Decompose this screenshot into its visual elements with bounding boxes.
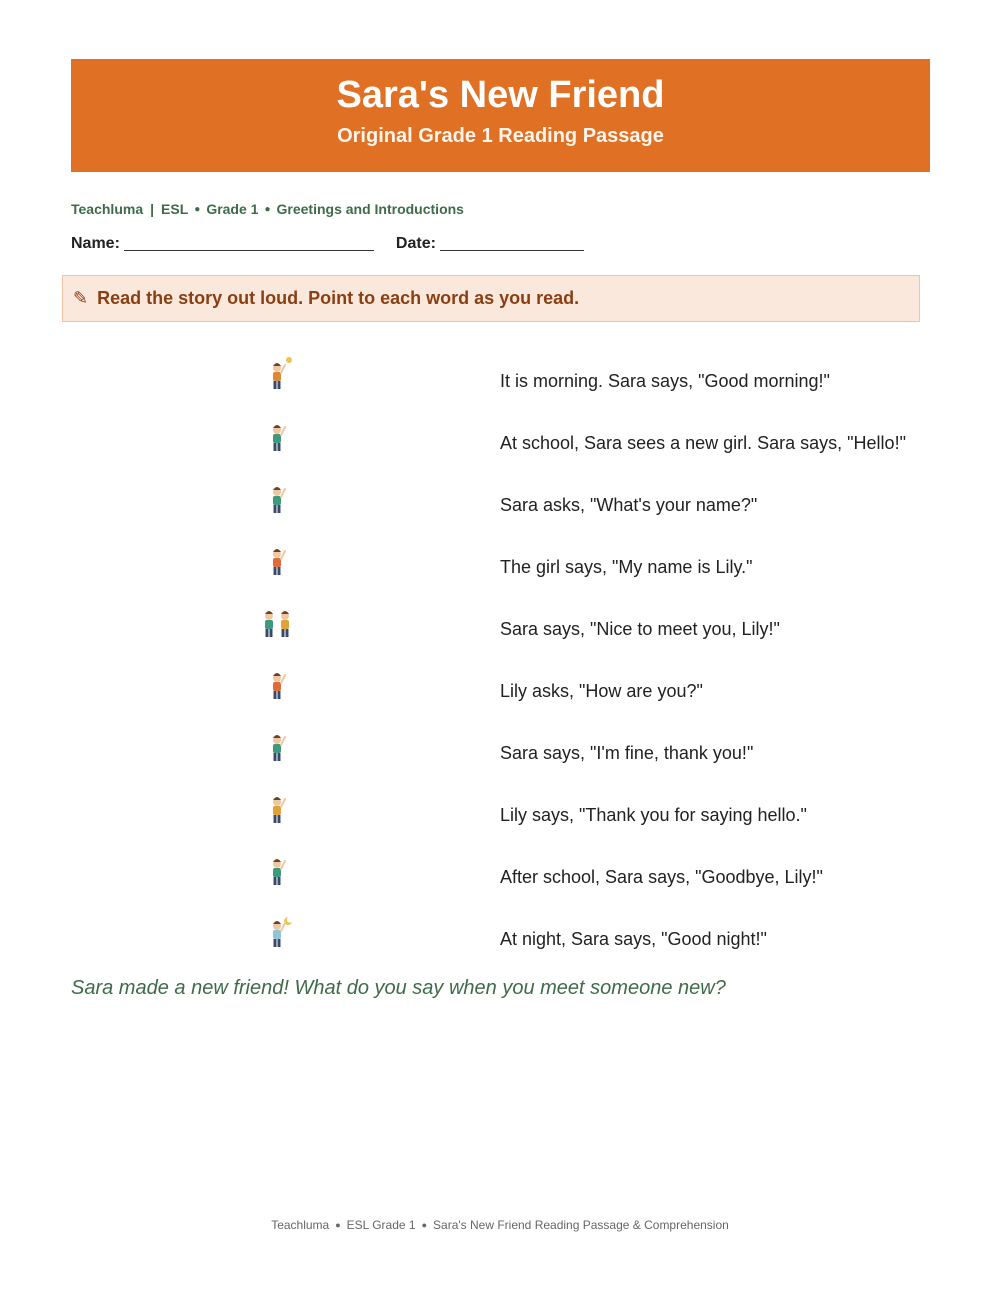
pencil-icon: ✎ — [73, 288, 89, 308]
page-footer — [0, 1218, 1000, 1232]
bullet-dot-icon: ● — [421, 1220, 428, 1230]
child-waving-goodbye-icon — [258, 852, 298, 892]
story-sentence: Sara says, "I'm fine, thank you!" — [500, 743, 754, 763]
footer-doc: Sara's New Friend Reading Passage & Comprehension — [433, 1218, 729, 1232]
story-sentence: Lily says, "Thank you for saying hello." — [500, 805, 807, 825]
meta-line — [71, 201, 464, 217]
instruction-box — [62, 275, 920, 322]
page-title: Sara's New Friend — [336, 74, 665, 116]
story-sentence: At school, Sara sees a new girl. Sara says, "Hello!" — [500, 433, 906, 453]
story-sentence: At night, Sara says, "Good night!" — [500, 929, 767, 949]
story-sentence: The girl says, "My name is Lily." — [500, 557, 753, 577]
story-line — [0, 914, 1000, 964]
story-sentence: Sara asks, "What's your name?" — [500, 495, 758, 515]
child-asking-icon — [258, 480, 298, 520]
bullet-dot-icon: ● — [335, 1220, 341, 1230]
story-line — [0, 542, 1000, 592]
child-waving-icon — [258, 418, 298, 458]
instruction-text: Read the story out loud. Point to each word as you read. — [97, 288, 580, 308]
footer-course: ESL Grade 1 — [346, 1218, 416, 1232]
story-line — [0, 604, 1000, 654]
story-line — [0, 852, 1000, 902]
name-field[interactable] — [124, 234, 374, 251]
footer-brand: Teachluma — [271, 1218, 330, 1232]
story-sentence: Lily asks, "How are you?" — [500, 681, 703, 701]
name-date-row — [71, 234, 584, 253]
page-subtitle: Original Grade 1 Reading Passage — [337, 125, 664, 147]
topic-label: Greetings and Introductions — [276, 201, 464, 217]
title-banner — [71, 59, 930, 172]
story-sentence: After school, Sara says, "Goodbye, Lily!" — [500, 867, 823, 887]
story-sentence: It is morning. Sara says, "Good morning!" — [500, 371, 830, 391]
grade-label: Grade 1 — [206, 201, 259, 217]
girl-shrugging-icon — [258, 666, 298, 706]
meta-separator: | — [150, 201, 155, 217]
bullet-dot-icon: ● — [194, 204, 201, 215]
child-moon-icon — [258, 914, 298, 954]
date-field[interactable] — [440, 234, 584, 251]
child-waving-sun-icon — [258, 356, 298, 396]
closing-question: Sara made a new friend! What do you say when you meet someone new? — [71, 977, 726, 999]
story-line — [0, 356, 1000, 406]
story-line — [0, 728, 1000, 778]
subject-label: ESL — [161, 201, 189, 217]
girl-standing-icon — [258, 542, 298, 582]
name-label: Name: — [71, 235, 120, 252]
brand-name: Teachluma — [71, 201, 144, 217]
story-line — [0, 418, 1000, 468]
story-line — [0, 480, 1000, 530]
child-cheering-icon — [258, 728, 298, 768]
child-standing-icon — [258, 790, 298, 830]
story-line — [0, 790, 1000, 840]
story-sentence: Sara says, "Nice to meet you, Lily!" — [500, 619, 780, 639]
bullet-dot-icon: ● — [264, 204, 271, 215]
story-line — [0, 666, 1000, 716]
two-children-icon — [258, 604, 298, 644]
date-label: Date: — [395, 235, 436, 252]
